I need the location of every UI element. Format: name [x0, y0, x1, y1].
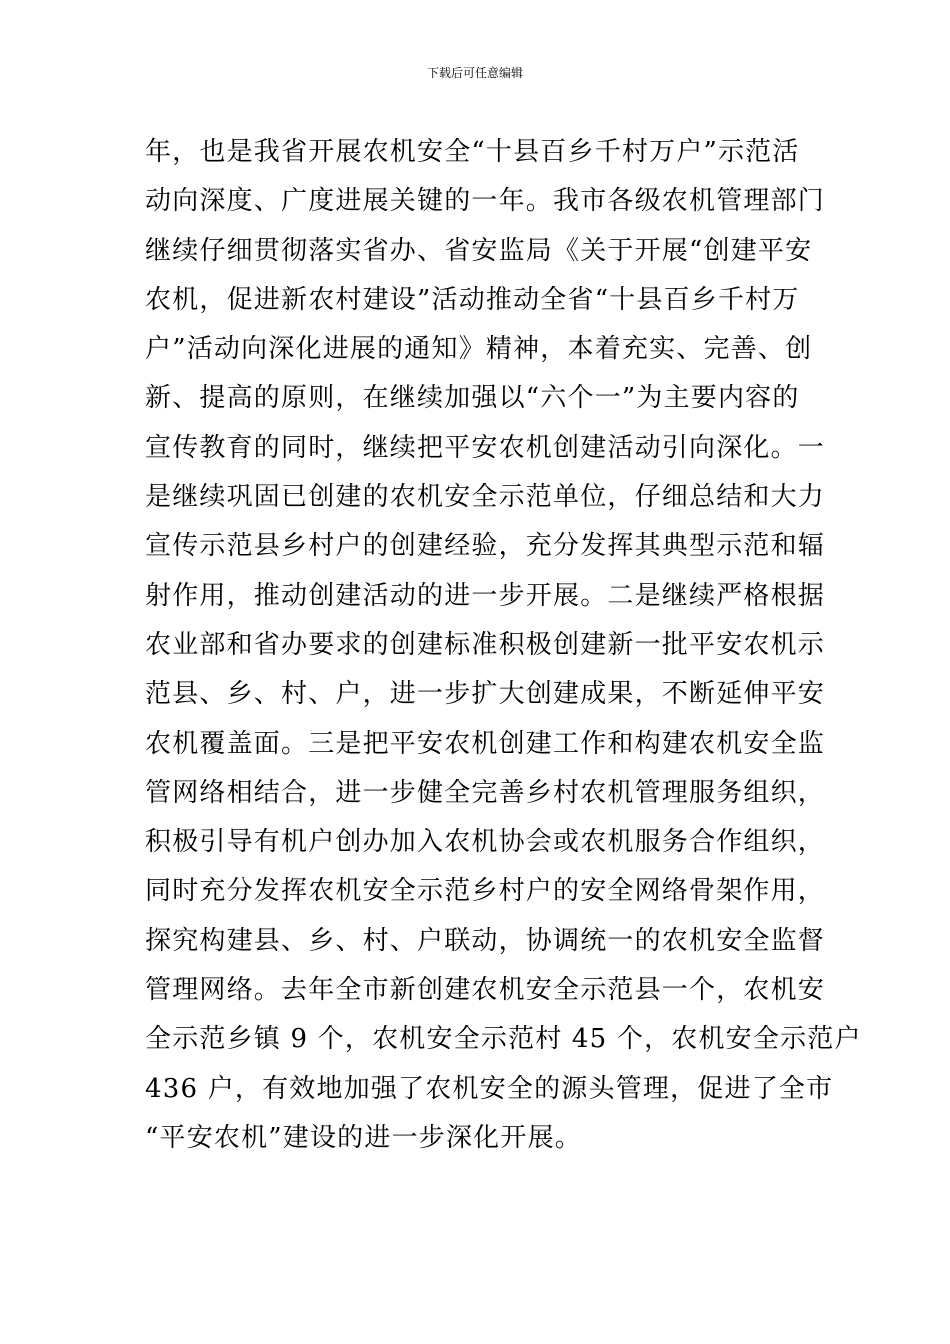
text-line: 农业部和省办要求的创建标准积极创建新一批平安农机示 [145, 629, 826, 660]
text-line: 全示范乡镇 9 个，农机安全示范村 45 个，农机安全示范户 [145, 1024, 862, 1055]
text-line: 宣传示范县乡村户的创建经验，充分发挥其典型示范和辐 [145, 531, 826, 562]
text-line: 年，也是我省开展农机安全“十县百乡千村万户”示范活 [145, 137, 800, 167]
text-line: 同时充分发挥农机安全示范乡村户的安全网络骨架作用， [145, 876, 826, 907]
text-line: 是继续巩固已创建的农机安全示范单位，仔细总结和大力 [145, 482, 826, 513]
text-line: 动向深度、广度进展关键的一年。我市各级农机管理部门 [145, 186, 826, 217]
page-header-note: 下载后可任意编辑 [426, 66, 523, 80]
text-line: 继续仔细贯彻落实省办、省安监局《关于开展“创建平安 [145, 235, 813, 266]
text-line: 积极引导有机户创办加入农机协会或农机服务合作组织， [145, 827, 826, 858]
body-paragraph [145, 128, 862, 1163]
text-line: 探究构建县、乡、村、户联动，协调统一的农机安全监督 [145, 925, 826, 956]
text-line: 农机覆盖面。三是把平安农机创建工作和构建农机安全监 [145, 728, 826, 759]
text-line: 射作用，推动创建活动的进一步开展。二是继续严格根据 [145, 580, 826, 611]
text-line: “平安农机”建设的进一步深化开展。 [145, 1122, 582, 1153]
text-line: 宣传教育的同时，继续把平安农机创建活动引向深化。一 [145, 432, 826, 463]
text-line: 户”活动向深化进展的通知》精神，本着充实、完善、创 [145, 334, 813, 365]
text-line: 新、提高的原则，在继续加强以“六个一”为主要内容的 [145, 383, 800, 414]
text-line: 管理网络。去年全市新创建农机安全示范县一个，农机安 [145, 975, 826, 1006]
text-line: 436 户，有效地加强了农机安全的源头管理，促进了全市 [145, 1073, 834, 1104]
text-line: 农机，促进新农村建设”活动推动全省“十县百乡千村万 [145, 284, 800, 315]
text-line: 范县、乡、村、户，进一步扩大创建成果，不断延伸平安 [145, 679, 826, 710]
text-line: 管网络相结合，进一步健全完善乡村农机管理服务组织， [145, 777, 826, 808]
